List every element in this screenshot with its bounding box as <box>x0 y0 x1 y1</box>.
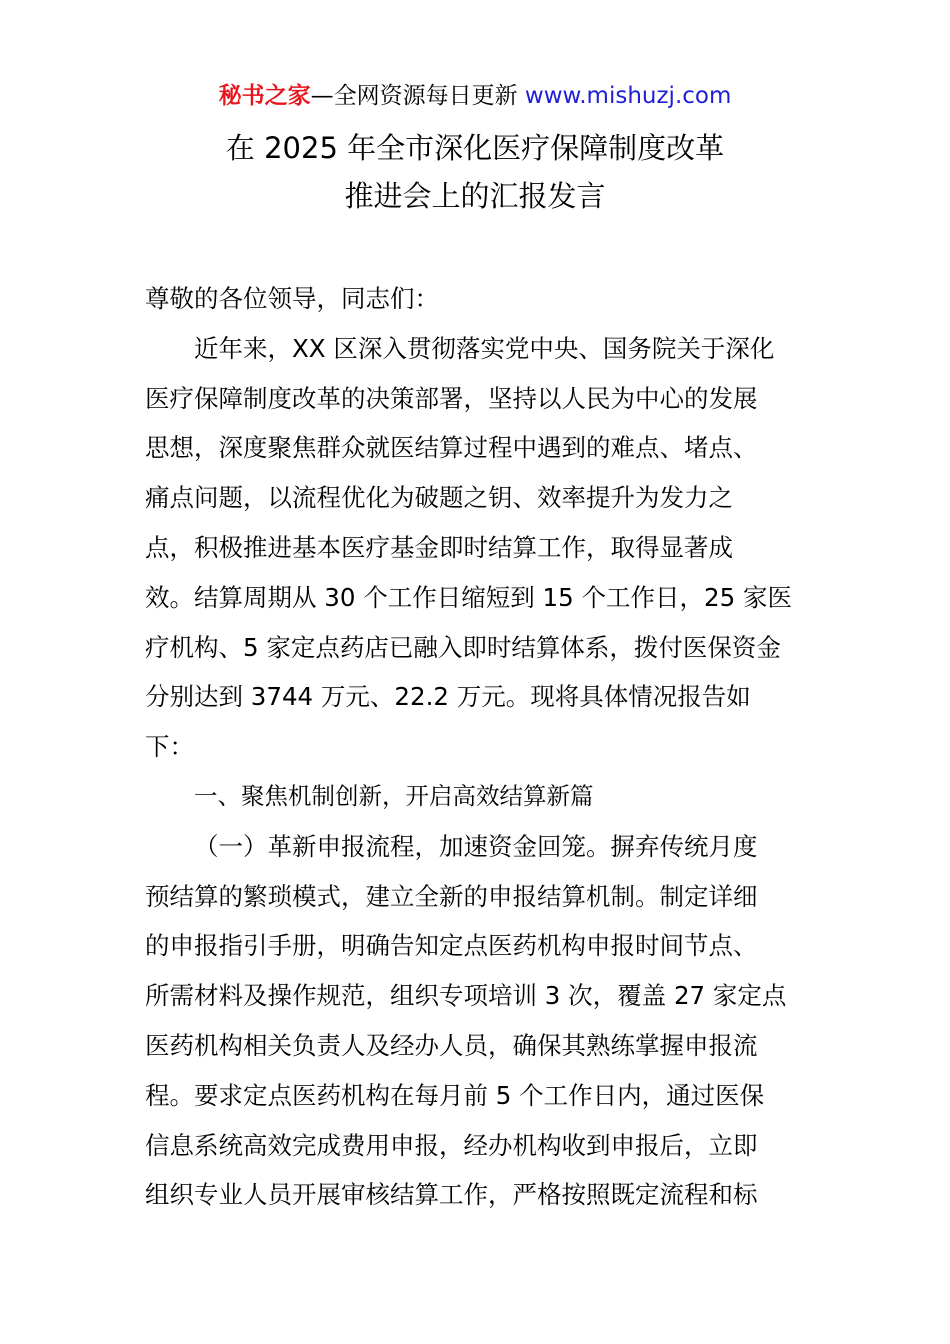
paragraph-line: 思想，深度聚焦群众就医结算过程中遇到的难点、堵点、 <box>145 433 758 463</box>
site-url[interactable]: www.mishuzj.com <box>524 83 732 109</box>
paragraph-line: 信息系统高效完成费用申报，经办机构收到申报后，立即 <box>145 1130 758 1160</box>
paragraph-line: 的申报指引手册，明确告知定点医药机构申报时间节点、 <box>145 931 758 961</box>
paragraph-line: 所需材料及操作规范，组织专项培训 3 次，覆盖 27 家定点 <box>145 981 787 1011</box>
paragraph-line: 下： <box>145 732 194 762</box>
header-banner <box>0 80 950 112</box>
brand-name: 秘书之家 <box>218 83 311 109</box>
paragraph-line: 程。要求定点医药机构在每月前 5 个工作日内，通过医保 <box>145 1080 765 1110</box>
header-tagline: —全网资源每日更新 <box>310 83 525 109</box>
document-title-line-1: 在 2025 年全市深化医疗保障制度改革 <box>225 131 725 165</box>
paragraph-line: 分别达到 3744 万元、22.2 万元。现将具体情况报告如 <box>145 682 751 712</box>
section-heading: 一、聚焦机制创新，开启高效结算新篇 <box>194 781 594 810</box>
paragraph-line: 医疗保障制度改革的决策部署，坚持以人民为中心的发展 <box>145 383 758 413</box>
paragraph-line: 效。结算周期从 30 个工作日缩短到 15 个工作日，25 家医 <box>145 582 792 612</box>
paragraph-line: 点，积极推进基本医疗基金即时结算工作，取得显著成 <box>145 532 733 562</box>
paragraph-line: 近年来，XX 区深入贯彻落实党中央、国务院关于深化 <box>194 333 775 363</box>
paragraph-line: 医药机构相关负责人及经办人员，确保其熟练掌握申报流 <box>145 1030 758 1060</box>
document-body <box>145 274 810 1220</box>
paragraph-line: （一）革新申报流程，加速资金回笼。摒弃传统月度 <box>194 831 758 861</box>
paragraph-line: 疗机构、5 家定点药店已融入即时结算体系，拨付医保资金 <box>145 632 781 662</box>
document-title-line-2: 推进会上的汇报发言 <box>344 179 606 213</box>
paragraph-line: 组织专业人员开展审核结算工作，严格按照既定流程和标 <box>145 1180 758 1210</box>
salutation: 尊敬的各位领导，同志们： <box>145 284 439 313</box>
paragraph-line: 预结算的繁琐模式，建立全新的申报结算机制。制定详细 <box>145 881 758 911</box>
paragraph-line: 痛点问题，以流程优化为破题之钥、效率提升为发力之 <box>145 483 733 513</box>
